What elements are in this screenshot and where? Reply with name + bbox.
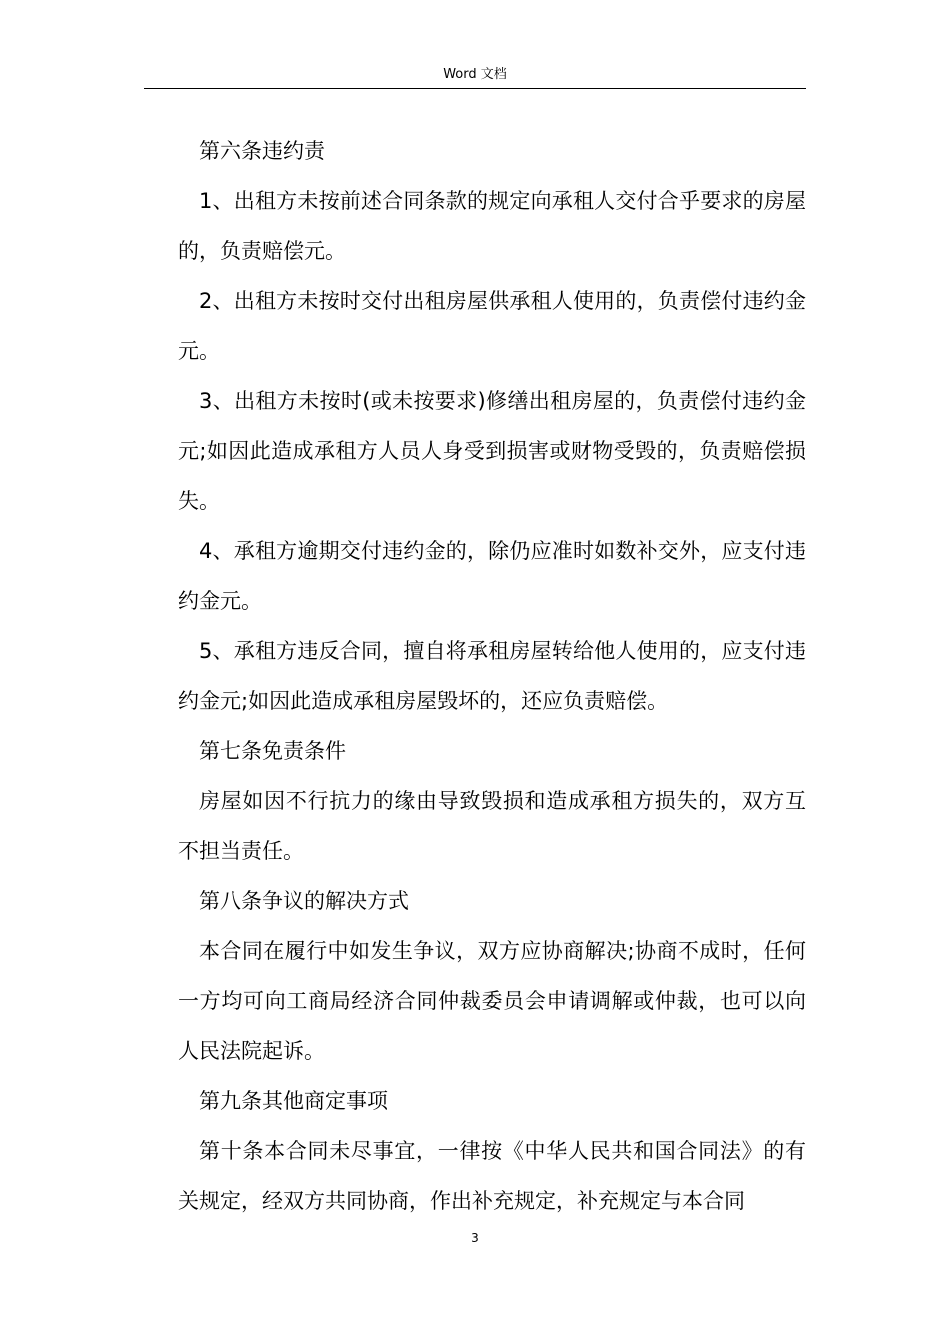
article-7-heading: 第七条免责条件 — [199, 739, 346, 763]
page-header: Word 文档 — [443, 67, 507, 82]
paragraph-clause-3: 3、出租方未按时(或未按要求)修缮出租房屋的，负责偿付违约金元;如因此造成承租方人员人身受到损害或财物受毁的，负责赔偿损失。 — [178, 389, 806, 513]
paragraph-dispute-resolution: 本合同在履行中如发生争议，双方应协商解决;协商不成时，任何一方均可向工商局经济合同仲裁委员会申请调解或仲裁，也可以向人民法院起诉。 — [178, 939, 806, 1063]
article-6-heading: 第六条违约责 — [199, 139, 325, 163]
paragraph-article-10: 第十条本合同未尽事宜，一律按《中华人民共和国合同法》的有关规定，经双方共同协商，作出补充规定，补充规定与本合同 — [178, 1139, 806, 1213]
paragraph-clause-4: 4、承租方逾期交付违约金的，除仍应准时如数补交外，应支付违约金元。 — [178, 539, 806, 613]
paragraph-clause-1: 1、出租方未按前述合同条款的规定向承租人交付合乎要求的房屋的，负责赔偿元。 — [178, 189, 806, 263]
article-8-heading: 第八条争议的解决方式 — [199, 889, 409, 913]
page-number: 3 — [471, 1231, 479, 1245]
paragraph-clause-5: 5、承租方违反合同，擅自将承租房屋转给他人使用的，应支付违约金元;如因此造成承租房屋毁坏的，还应负责赔偿。 — [178, 639, 806, 713]
paragraph-force-majeure: 房屋如因不行抗力的缘由导致毁损和造成承租方损失的，双方互不担当责任。 — [178, 789, 806, 863]
header-divider — [144, 88, 806, 89]
paragraph-clause-2: 2、出租方未按时交付出租房屋供承租人使用的，负责偿付违约金元。 — [178, 289, 806, 363]
document-body — [178, 126, 806, 1226]
article-9-heading: 第九条其他商定事项 — [199, 1089, 388, 1113]
